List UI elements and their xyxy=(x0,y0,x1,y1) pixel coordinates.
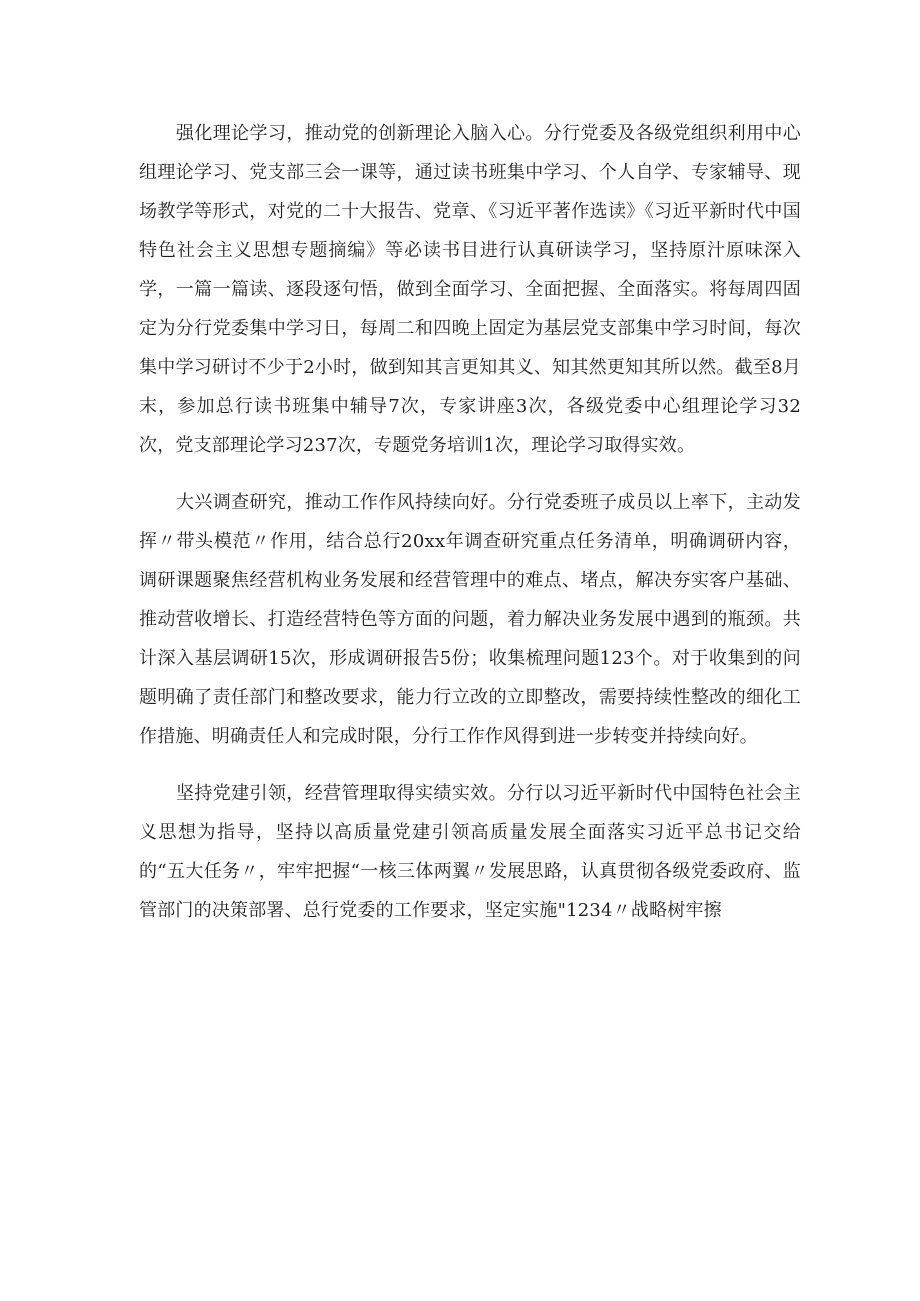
paragraph-party-leadership: 坚持党建引领，经营管理取得实绩实效。分行以习近平新时代中国特色社会主义思想为指导，坚持以高质量党建引领高质量发展全面落实习近平总书记交给的“五大任务〃，牢牢把握“一核三体两翼〃发展思路，认真贯彻各级党委政府、监管部门的决策部署、总行党委的工作要求，坚定实施"1234〃战略树牢擦 xyxy=(139,783,801,921)
paragraph-theory-study: 强化理论学习，推动党的创新理论入脑入心。分行党委及各级党组织利用中心组理论学习、党支部三会一课等，通过读书班集中学习、个人自学、专家辅导、现场教学等形式，对党的二十大报告、党章、《习近平著作选读》《习近平新时代中国特色社会主义思想专题摘编》等必读书目进行认真研读学习，坚持原汁原味深入学，一篇一篇读、逐段逐句悟，做到全面学习、全面把握、全面落实。将每周四固定为分行党委集中学习日，每周二和四晚上固定为基层党支部集中学习时间，每次集中学习研讨不少于2小时，做到知其言更知其义、知其然更知其所以然。截至8月末，参加总行读书班集中辅导7次，专家讲座3次，各级党委中心组理论学习32次，党支部理论学习237次，专题党务培训1次，理论学习取得实效。 xyxy=(139,123,801,456)
paragraph-research-survey: 大兴调查研究，推动工作作风持续向好。分行党委班子成员以上率下，主动发挥〃带头模范〃作用，结合总行20xx年调查研究重点任务清单，明确调研内容，调研课题聚焦经营机构业务发展和经营管理中的难点、堵点，解决夯实客户基础、推动营收增长、打造经营特色等方面的问题，着力解决业务发展中遇到的瓶颈。共计深入基层调研15次，形成调研报告5份；收集梳理问题123个。对于收集到的问题明确了责任部门和整改要求，能力行立改的立即整改，需要持续性整改的细化工作措施、明确责任人和完成时限，分行工作作风得到进一步转变并持续向好。 xyxy=(139,492,801,747)
document-body xyxy=(139,114,801,948)
